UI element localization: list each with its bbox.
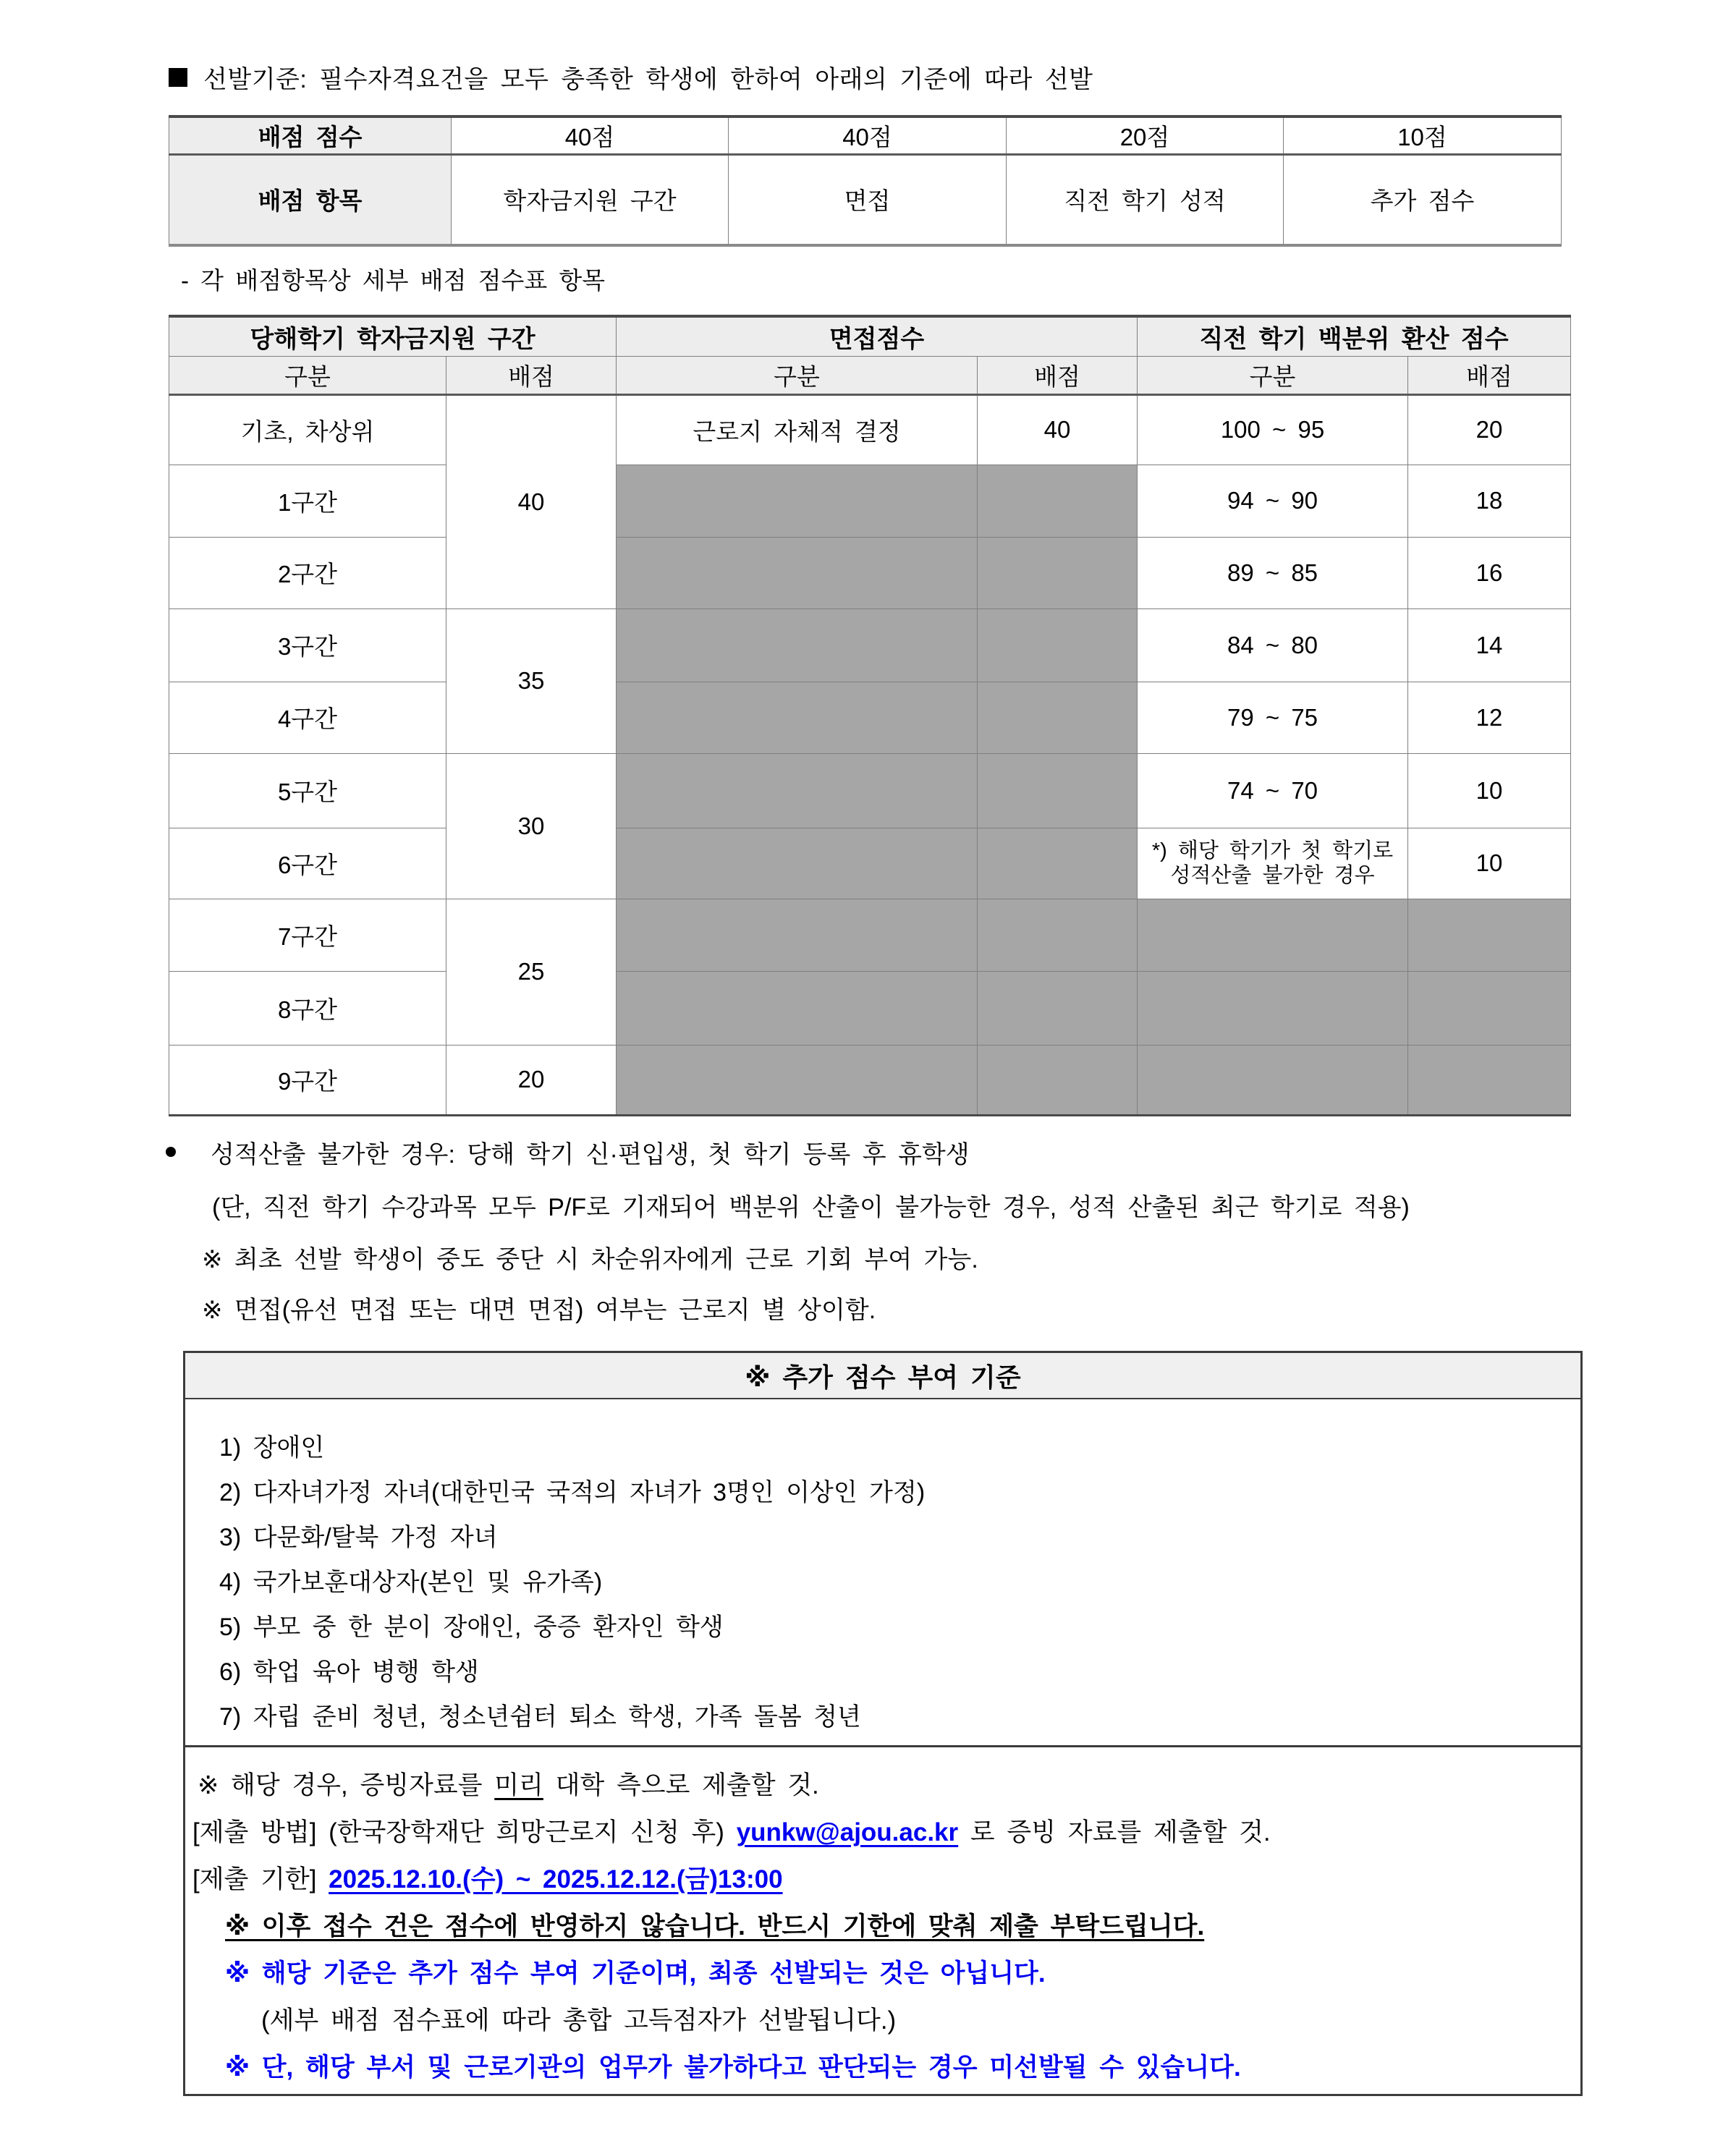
allocation-item-row: [169, 154, 1562, 245]
evidence-post: 대학 측으로 제출할 것.: [543, 1771, 819, 1799]
gray-cell: [617, 682, 978, 753]
bonus-item: 5) 부모 중 한 분이 장애인, 중증 환자인 학생: [219, 1613, 724, 1641]
sub-header: 구분: [169, 356, 446, 394]
bonus-item: 6) 학업 육아 병행 학생: [219, 1658, 479, 1686]
table-row: [169, 682, 1571, 753]
bullet-dot-icon: [166, 1147, 176, 1157]
tuition-label-cell: 8구간: [169, 971, 446, 1045]
bonus-item: 7) 자립 준비 청년, 청소년쉼터 퇴소 학생, 가족 돌봄 청년: [219, 1703, 861, 1731]
table-row: [169, 394, 1571, 465]
allocation-score-value: 10점: [1284, 116, 1562, 154]
tuition-label-cell: 4구간: [169, 682, 446, 753]
percentile-range-cell: 84 ~ 80: [1138, 608, 1408, 682]
tuition-score-cell: 30: [446, 753, 617, 899]
note-replacement: ※ 최초 선발 학생이 중도 중단 시 차순위자에게 근로 기회 부여 가능.: [202, 1246, 978, 1273]
submit-method-suffix: 로 증빙 자료를 제출할 것.: [958, 1818, 1271, 1846]
gray-cell: [978, 682, 1138, 753]
table-row: [169, 899, 1571, 971]
sub-header: 구분: [617, 356, 978, 394]
table-row: [169, 828, 1571, 899]
evidence-underlined: 미리: [494, 1771, 543, 1799]
group-header-percentile: 직전 학기 백분위 환산 점수: [1138, 316, 1571, 356]
evidence-pre: ※ 해당 경우, 증빙자료를: [198, 1771, 495, 1799]
tuition-label-cell: 6구간: [169, 828, 446, 899]
percentile-range-cell: 79 ~ 75: [1138, 682, 1408, 753]
submission-notes-section: [185, 1747, 1580, 2091]
interview-score-cell: 40: [978, 394, 1138, 465]
percentile-range-cell: 89 ~ 85: [1138, 537, 1408, 608]
tuition-score-cell: 40: [446, 394, 617, 608]
allocation-item-value: 추가 점수: [1284, 154, 1562, 245]
bonus-item: 1) 장애인: [219, 1434, 325, 1462]
allocation-item-label: 배점 항목: [169, 154, 452, 245]
gray-cell: [978, 971, 1138, 1045]
tuition-label-cell: 기초, 차상위: [169, 394, 446, 465]
percentile-score-cell: 10: [1408, 753, 1571, 828]
square-bullet-icon: [169, 68, 187, 87]
submit-deadline-range: 2025.12.10.(수) ~ 2025.12.12.(금)13:00: [329, 1865, 783, 1893]
allocation-score-value: 20점: [1007, 116, 1284, 154]
percentile-score-cell: 10: [1408, 828, 1571, 899]
allocation-score-value: 40점: [452, 116, 729, 154]
sub-header-row: [169, 356, 1571, 394]
percentile-score-cell: 16: [1408, 537, 1571, 608]
sub-header: 배점: [446, 356, 617, 394]
tuition-label-cell: 2구간: [169, 537, 446, 608]
gray-cell: [978, 828, 1138, 899]
bonus-box-title: ※ 추가 점수 부여 기준: [185, 1353, 1580, 1399]
note-interview-type: ※ 면접(유선 면접 또는 대면 면접) 여부는 근로지 별 상이함.: [202, 1297, 876, 1324]
group-header-tuition: 당해학기 학자금지원 구간: [169, 316, 617, 356]
note-grade-unavailable: [166, 1135, 970, 1170]
criteria-sub-note: (세부 배점 점수표에 따라 총합 고득점자가 선발됩니다.): [261, 2006, 897, 2035]
doc-title: [169, 59, 1093, 95]
gray-cell: [978, 465, 1138, 537]
criteria-note: ※ 해당 기준은 추가 점수 부여 기준이며, 최종 선발되는 것은 아닙니다.: [225, 1959, 1046, 1988]
table-row: [169, 608, 1571, 682]
allocation-item-value: 직전 학기 성적: [1007, 154, 1284, 245]
final-note: ※ 단, 해당 부서 및 근로기관의 업무가 불가하다고 판단되는 경우 미선발될 수 있습니다.: [225, 2053, 1241, 2082]
bonus-score-box: [183, 1351, 1583, 2096]
allocation-score-row: [169, 116, 1562, 154]
tuition-score-cell: 20: [446, 1045, 617, 1115]
table-row: [169, 753, 1571, 828]
interview-label-cell: 근로지 자체적 결정: [617, 394, 978, 465]
doc-title-text: 선발기준: 필수자격요건을 모두 충족한 학생에 한하여 아래의 기준에 따라 선발: [203, 66, 1093, 93]
gray-cell: [1138, 971, 1408, 1045]
bonus-items-section: [185, 1399, 1580, 1747]
allocation-score-label: 배점 점수: [169, 116, 452, 154]
gray-cell: [1408, 1045, 1571, 1115]
note-text: 성적산출 불가한 경우: 당해 학기 신·편입생, 첫 학기 등록 후 휴학생: [211, 1141, 970, 1169]
bonus-item: 3) 다문화/탈북 가정 자녀: [219, 1524, 498, 1551]
allocation-table: [169, 115, 1562, 247]
sub-header: 배점: [978, 356, 1138, 394]
table-row: [169, 537, 1571, 608]
percentile-range-cell: 74 ~ 70: [1138, 753, 1408, 828]
note-pf-exception: (단, 직전 학기 수강과목 모두 P/F로 기재되어 백분위 산출이 불가능한 경우, 성적 산출된 최근 학기로 적용): [212, 1194, 1410, 1221]
tuition-score-cell: 35: [446, 608, 617, 753]
gray-cell: [978, 899, 1138, 971]
submit-deadline-line: [185, 1856, 1580, 1903]
percentile-score-cell: 18: [1408, 465, 1571, 537]
allocation-item-value: 학자금지원 구간: [452, 154, 729, 245]
bonus-item: 4) 국가보훈대상자(본인 및 유가족): [219, 1569, 603, 1596]
gray-cell: [617, 1045, 978, 1115]
bonus-item: 2) 다자녀가정 자녀(대한민국 국적의 자녀가 3명인 이상인 가정): [219, 1479, 926, 1506]
gray-cell: [978, 753, 1138, 828]
sub-header: 구분: [1138, 356, 1408, 394]
allocation-item-value: 면접: [729, 154, 1007, 245]
group-header-row: [169, 316, 1571, 356]
tuition-label-cell: 3구간: [169, 608, 446, 682]
email-link[interactable]: yunkw@ajou.ac.kr: [736, 1818, 959, 1846]
tuition-label-cell: 1구간: [169, 465, 446, 537]
gray-cell: [1408, 899, 1571, 971]
gray-cell: [1138, 1045, 1408, 1115]
gray-cell: [617, 899, 978, 971]
gray-cell: [617, 465, 978, 537]
submit-method-prefix: [제출 방법] (한국장학재단 희망근로지 신청 후): [192, 1818, 737, 1846]
percentile-range-cell: 94 ~ 90: [1138, 465, 1408, 537]
group-header-interview: 면접점수: [617, 316, 1138, 356]
gray-cell: [978, 1045, 1138, 1115]
submit-deadline-prefix: [제출 기한]: [192, 1865, 329, 1893]
allocation-score-value: 40점: [729, 116, 1007, 154]
gray-cell: [617, 971, 978, 1045]
evidence-note: [185, 1762, 1580, 1809]
tuition-score-cell: 25: [446, 899, 617, 1045]
table-row: [169, 971, 1571, 1045]
tuition-label-cell: 5구간: [169, 753, 446, 828]
gray-cell: [617, 537, 978, 608]
detail-score-table: [169, 315, 1571, 1116]
table-row: [169, 1045, 1571, 1115]
gray-cell: [1138, 899, 1408, 971]
table-row: [169, 465, 1571, 537]
percentile-score-cell: 20: [1408, 394, 1571, 465]
deadline-warning: ※ 이후 접수 건은 점수에 반영하지 않습니다. 반드시 기한에 맞춰 제출 부탁드립니다.: [225, 1912, 1205, 1941]
tuition-label-cell: 9구간: [169, 1045, 446, 1115]
first-semester-note-cell: *) 해당 학기가 첫 학기로 성적산출 불가한 경우: [1138, 828, 1408, 899]
gray-cell: [978, 608, 1138, 682]
gray-cell: [617, 753, 978, 828]
sub-header: 배점: [1408, 356, 1571, 394]
gray-cell: [617, 828, 978, 899]
tuition-label-cell: 7구간: [169, 899, 446, 971]
percentile-score-cell: 12: [1408, 682, 1571, 753]
percentile-range-cell: 100 ~ 95: [1138, 394, 1408, 465]
gray-cell: [1408, 971, 1571, 1045]
percentile-score-cell: 14: [1408, 608, 1571, 682]
detail-table-subtitle: - 각 배점항목상 세부 배점 점수표 항목: [181, 267, 606, 294]
gray-cell: [617, 608, 978, 682]
submit-method-line: [185, 1809, 1580, 1856]
gray-cell: [978, 537, 1138, 608]
